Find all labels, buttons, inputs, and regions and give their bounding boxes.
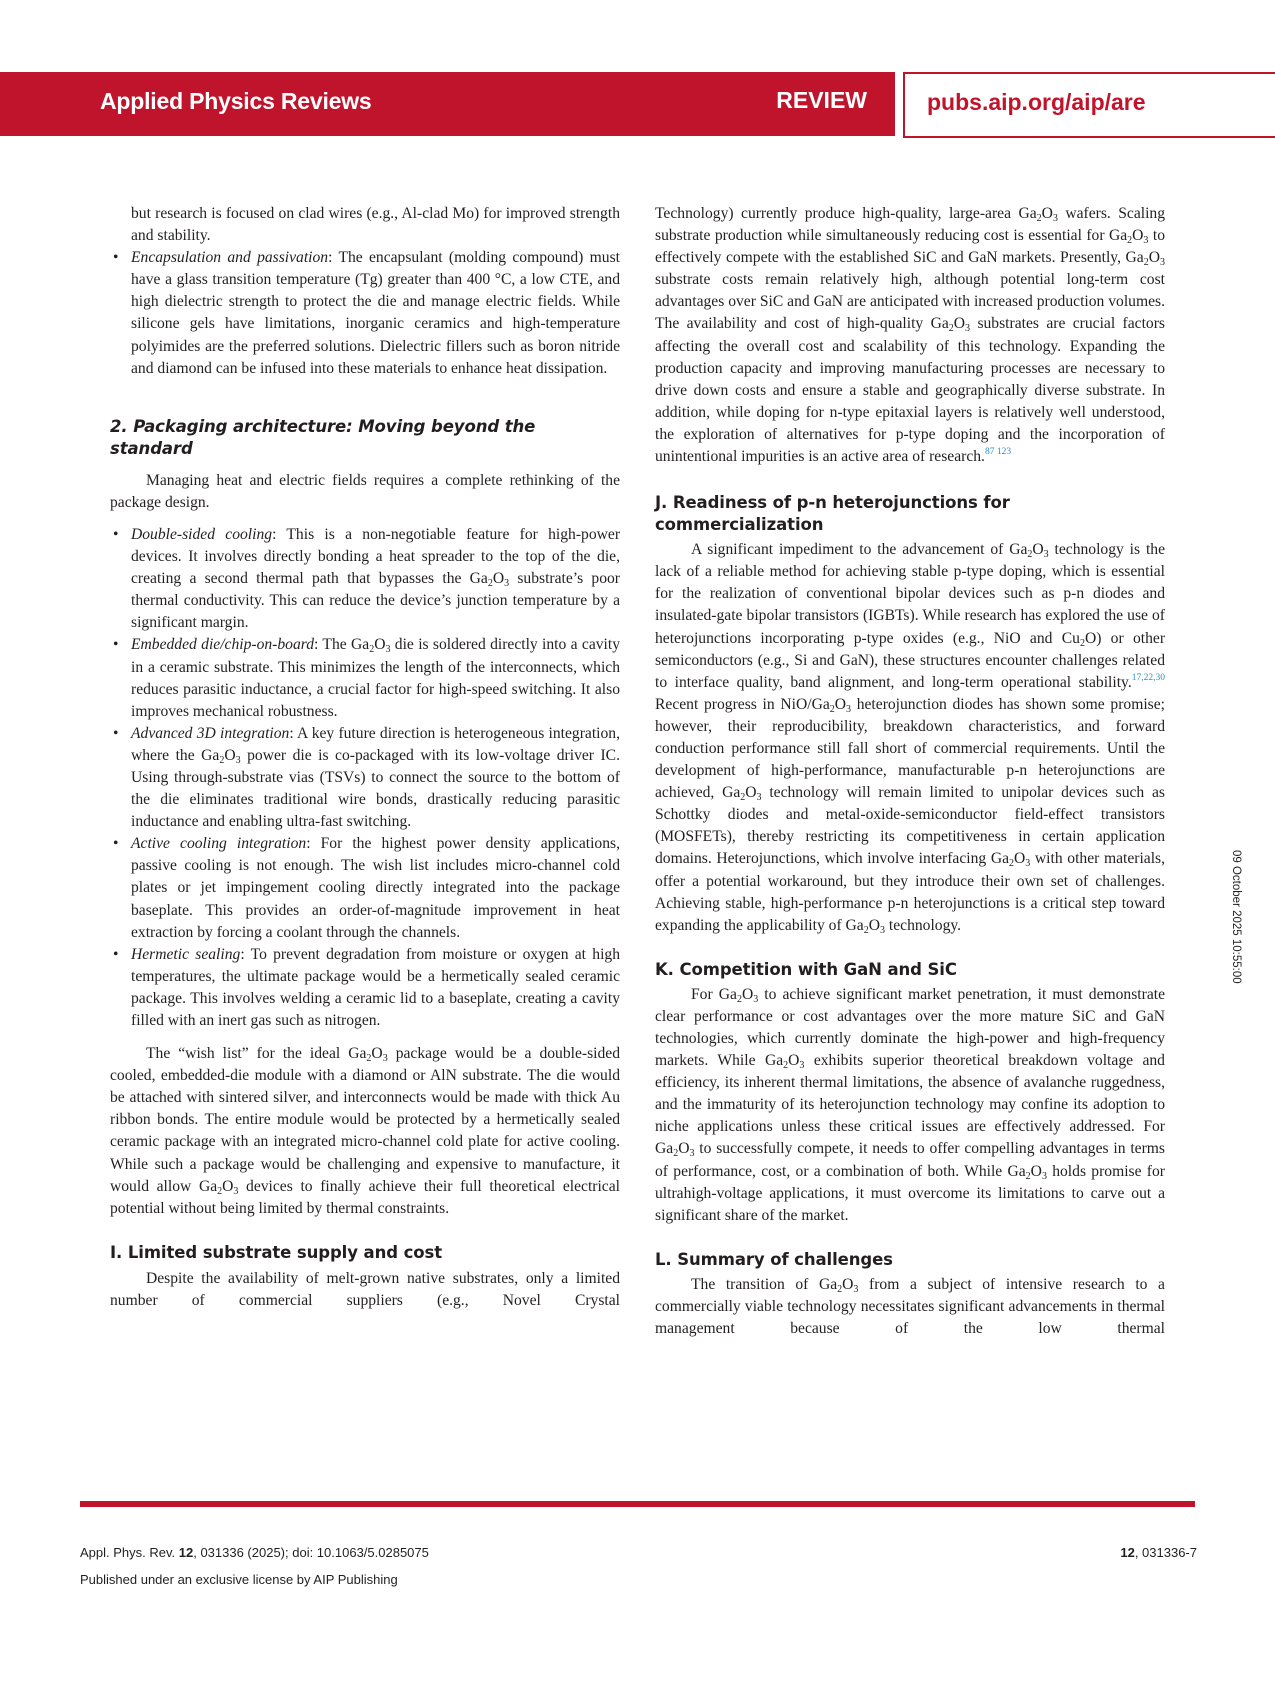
- bullet-continuation: but research is focused on clad wires (e.g., Al-clad Mo) for improved strength and stability.: [131, 205, 620, 245]
- bullet-text: : The: [314, 636, 352, 654]
- bullet-text: substrate’s poor thermal conductivity. This can reduce the device’s junction temperature by a significant margin.: [131, 570, 620, 632]
- footer-license: Published under an exclusive license by AIP Publishing: [80, 1572, 398, 1587]
- formula-ga2o3: $Ga_2O_3$: [764, 1052, 805, 1072]
- bullet-term: Active cooling integration: [131, 835, 307, 853]
- paragraph-section-j: A significant impediment to the advancement of $Ga_2O_3$ technology is the lack of a reliable method for achieving stable p-type doping, which is essential for the realization of conventional bipolar devices such as p-n diodes and insulated-gate bipolar transistors (IGBTs). While research has explored the use of heterojunctions incorporating p-type oxides (e.g., NiO and $Cu_2O$) or other semiconductors (e.g., Si and GaN), these structures encounter challenges related to interface quality, band alignment, and long-term operational stability.$^{17,22,30}$ Recent progress in NiO/$Ga_2O_3$ heterojunction diodes has shown some promise; however, their reproducibility, breakdown characteristics, and forward conduction performance still fall short of commercial requirements. Until the development of high-performance, manufacturable p-n heterojunctions are achieved, $Ga_2O_3$ technology will remain limited to unipolar devices such as Schottky diodes and metal-oxide-semiconductor field-effect transistors (MOSFETs), thereby restricting its competitiveness in certain application domains. Heterojunctions, which involve interfacing $Ga_2O_3$ with other materials, offer a potential workaround, but they introduce their own set of challenges. Achieving stable, high-performance p-n heterojunctions is a critical step toward expanding the applicability of $Ga_2O_3$ technology.: [655, 541, 1166, 936]
- journal-url-box[interactable]: [903, 72, 1275, 138]
- journal-url-link[interactable]: pubs.aip.org/aip/are: [927, 89, 1146, 115]
- footer-divider: [80, 1501, 1195, 1507]
- footer-citation: Appl. Phys. Rev. 12, 031336 (2025); doi: 10.1063/5.0285075: [80, 1545, 429, 1560]
- formula-ga2o3: $Ga_2O_3$: [722, 784, 762, 804]
- subsection-heading-packaging: 2. Packaging architecture: Moving beyond the standard: [110, 416, 536, 458]
- formula-ga2o3: $Ga_2O_3$: [1009, 541, 1049, 561]
- paragraph-section-k: For $Ga_2O_3$ to achieve significant market penetration, it must demonstrate clear performance or cost advantages over the more mature SiC and GaN technologies, which currently dominate the high-power and high-frequency markets. While $Ga_2O_3$ exhibits superior theoretical breakdown voltage and efficiency, its inherent thermal limitations, the absence of avalanche ruggedness, and the immaturity of its heterojunction technology may confine its adoption to niche applications unless these critical issues are effectively addressed. For $Ga_2O_3$ to successfully compete, it needs to offer compelling advantages in terms of performance, cost, or a combination of both. While $Ga_2O_3$ holds promise for ultrahigh-voltage applications, it must overcome its limitations to carve out a significant share of the market.: [655, 985, 1165, 1224]
- formula-ga2o3: $Ga_2O_3$: [818, 1275, 859, 1295]
- formula-ga2o3: $Ga_2O_3$: [845, 916, 885, 936]
- bullet-text: : This is a non-negotiable feature for high-power devices. It involves directly bonding a heat spreader to the top of the die, creating a second thermal path that bypasses the: [131, 525, 621, 588]
- bullet-icon: •: [113, 636, 119, 654]
- bullet-icon: •: [113, 945, 119, 963]
- bullet-item-3d-integration: [110, 723, 620, 833]
- left-column: [110, 203, 620, 1312]
- bullet-icon: •: [113, 835, 119, 853]
- formula-ga2o3: $Ga_2O_3$: [351, 636, 391, 656]
- journal-title: Applied Physics Reviews: [100, 88, 372, 114]
- paragraph-section-i-continued: Technology) currently produce high-quality, large-area $Ga_2O_3$ wafers. Scaling substrate production while simultaneously reducing cost is essential for $Ga_2O_3$ to effectively compete with the established SiC and GaN markets. Presently, $Ga_2O_3$ substrate costs remain relatively high, although potential long-term cost advantages over SiC and GaN are anticipated with increased production volumes. The availability and cost of high-quality $Ga_2O_3$ substrates are crucial factors affecting the overall cost and scalability of this technology. Expanding the production capacity and improving manufacturing processes are necessary to drive down costs and ensure a stable and geographically diverse substrate. In addition, while doping for n-type epitaxial layers is relatively well understood, the exploration of alternatives for p-type doping and the incorporation of unintentional impurities is an active area of research.$^{87 123}$: [655, 205, 1165, 466]
- bullet-text: : A key future direction is heterogeneous integration, where the: [131, 724, 620, 764]
- formula-ga2o3: $Ga_2O_3$: [811, 695, 852, 715]
- section-heading-k: K. Competition with GaN and SiC: [655, 959, 957, 979]
- formula-ga2o3: $Ga_2O_3$: [201, 746, 241, 766]
- formula-ga2o3: $Ga_2O_3$: [1007, 1162, 1047, 1182]
- bullet-icon: •: [113, 724, 119, 742]
- formula-ga2o3: $Ga_2O_3$: [348, 1045, 388, 1065]
- formula-ga2o3: $Ga_2O_3$: [1108, 227, 1149, 247]
- bullet-item-hermetic-sealing: [110, 944, 620, 1032]
- bullet-item-active-cooling: [110, 833, 620, 943]
- paragraph-intro: Managing heat and electric fields requires a complete rethinking of the package design.: [110, 471, 620, 511]
- bullet-term: Embedded die/chip-on-board: [131, 636, 315, 654]
- paragraph-section-i: Despite the availability of melt-grown native substrates, only a limited number of commercial suppliers (e.g., Novel Crystal: [110, 1269, 620, 1309]
- bullet-term: Double-sided cooling: [131, 525, 273, 543]
- bullet-term: Hermetic sealing: [131, 945, 241, 963]
- bullet-text: power die is co-packaged with its low-voltage driver IC. Using through-substrate vias (TSVs) to connect the source to the bottom of the die eliminates traditional wire bonds, drastically reducing parasitic inductance and enabling ultra-fast switching.: [131, 746, 620, 831]
- formula-ga2o3: $Ga_2O_3$: [930, 315, 971, 335]
- right-column: [655, 203, 1165, 1340]
- section-heading-j: J. Readiness of p-n heterojunctions for commercialization: [655, 493, 1010, 535]
- paragraph-wishlist: The “wish list” for the ideal $Ga_2O_3$ package would be a double-sided cooled, embedded-die module with a diamond or AlN substrate. The die would be attached with sintered silver, and interconnects would be made with thick Au ribbon bonds. The entire module would be protected by a hermetically sealed ceramic package with an integrated micro-channel cold plate for active cooling. While such a package would be challenging and expensive to manufacture, it would allow $Ga_2O_3$ devices to finally achieve their full theoretical electrical potential without being limited by thermal constraints.: [110, 1045, 620, 1217]
- formula-ga2o3: $Ga_2O_3$: [1018, 205, 1058, 224]
- citation-link[interactable]: 87 123: [984, 447, 1012, 458]
- section-heading-l: L. Summary of challenges: [655, 1249, 893, 1269]
- encapsulation-list: [110, 247, 620, 380]
- bullet-item-encapsulation: [110, 247, 620, 380]
- bullet-item-double-sided: [110, 524, 620, 634]
- article-type-label: REVIEW: [776, 87, 867, 113]
- bullet-text: : For the highest power density applications, passive cooling is not enough. The wish list includes micro-channel cold plates or jet impingement cooling directly integrated into the package baseplate. This provides an order-of-magnitude improvement in heat extraction by forcing a coolant through the channels.: [131, 835, 620, 941]
- bullet-term: Advanced 3D integration: [131, 724, 290, 742]
- formula-ga2o3: $Ga_2O_3$: [1125, 249, 1165, 269]
- paragraph-section-l: The transition of $Ga_2O_3$ from a subject of intensive research to a commercially viable technology necessitates significant advancements in thermal management because of the low thermal: [655, 1275, 1165, 1338]
- formula-ga2o3: $Ga_2O_3$: [990, 850, 1031, 870]
- bullet-icon: •: [113, 525, 119, 543]
- formula-ga2o3: $Ga_2O_3$: [198, 1177, 239, 1197]
- formula-ga2o3: $Ga_2O_3$: [718, 985, 759, 1005]
- footer-page-number: 12, 031336-7: [1120, 1545, 1197, 1560]
- bullet-text: : To prevent degradation from moisture or oxygen at high temperatures, the ultimate package would be a hermetically sealed ceramic package. This involves welding a ceramic lid to a baseplate, creating a cavity filled with an inert gas such as nitrogen.: [131, 945, 620, 1029]
- bullet-item-embedded-die: [110, 634, 620, 722]
- bullet-term: Encapsulation and passivation: [131, 249, 329, 267]
- journal-banner: [0, 72, 895, 136]
- download-timestamp: 09 October 2025 10:55:00: [1230, 850, 1242, 984]
- citation-link[interactable]: 17,22,30: [1131, 672, 1165, 683]
- bullet-text: die is soldered directly into a cavity in a ceramic substrate. This minimizes the length of the interconnects, which reduces parasitic inductance, a crucial factor for high-speed switching. It also improves mechanical robustness.: [131, 636, 620, 720]
- bullet-text: : The encapsulant (molding compound) must have a glass transition temperature (Tg) greater than 400 °C, a low CTE, and high dielectric strength to protect the die and manage electric fields. While silicone gels have limitations, inorganic ceramics and high-temperature polyimides are the preferred solutions. Dielectric fillers such as boron nitride and diamond can be infused into these materials to enhance heat dissipation.: [131, 249, 620, 377]
- formula-ga2o3: $Ga_2O_3$: [655, 1140, 695, 1160]
- section-heading-i: I. Limited substrate supply and cost: [110, 1242, 442, 1262]
- bullet-icon: •: [113, 249, 119, 267]
- packaging-list: [110, 524, 620, 1032]
- formula-ga2o3: $Ga_2O_3$: [469, 570, 510, 590]
